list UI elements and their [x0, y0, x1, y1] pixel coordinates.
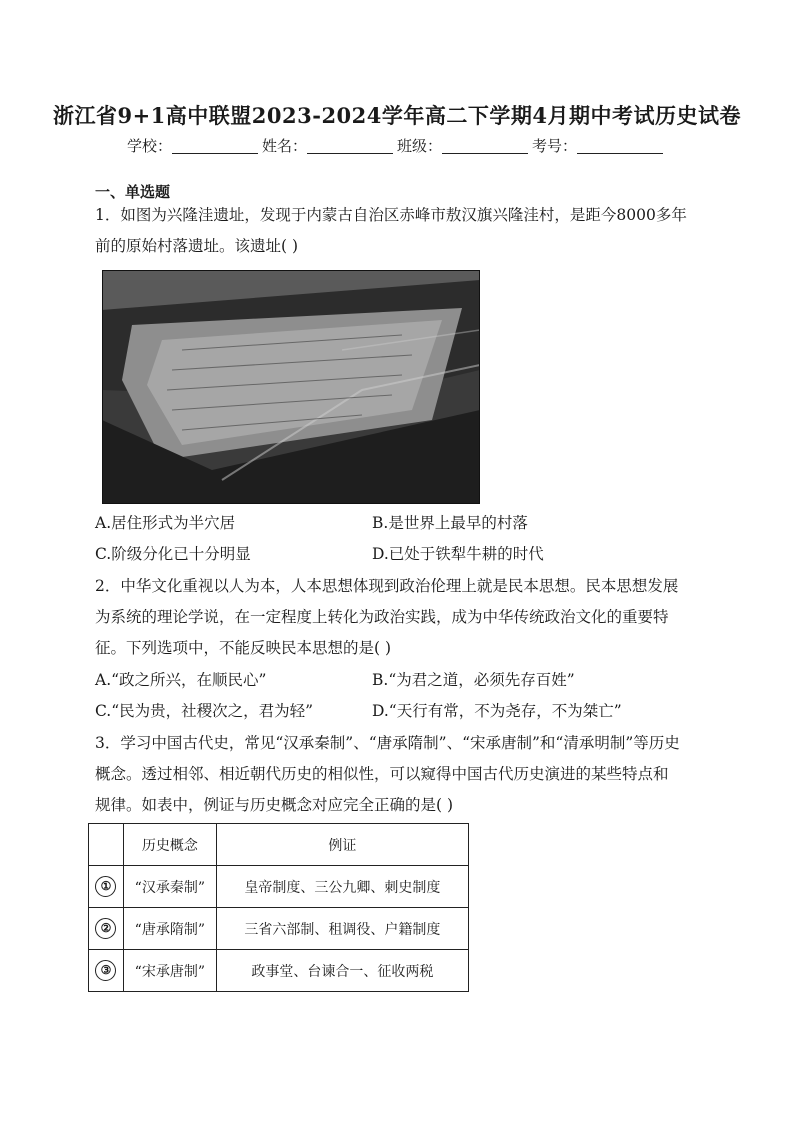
q1-option-d: D.已处于铁犁牛耕的时代	[372, 545, 544, 563]
question-2	[95, 571, 700, 664]
row-marker: ②	[95, 918, 116, 939]
question-line: 1．如图为兴隆洼遗址，发现于内蒙古自治区赤峰市敖汉旗兴隆洼村，是距今8000多年	[95, 206, 687, 224]
table-cell: “唐承隋制”	[123, 908, 216, 950]
question-line: 征。下列选项中，不能反映民本思想的是( )	[95, 639, 392, 657]
table-header-cell	[89, 824, 124, 866]
example-table	[88, 823, 469, 992]
question-line: 前的原始村落遗址。该遗址( )	[95, 237, 299, 255]
table-cell: 三省六部制、租调役、户籍制度	[216, 908, 468, 950]
school-blank	[172, 138, 258, 154]
exam-number-label: 考号：	[532, 137, 578, 155]
table-row	[89, 950, 469, 992]
row-marker: ③	[95, 960, 116, 981]
name-label: 姓名：	[261, 137, 307, 155]
table-cell: “宋承唐制”	[123, 950, 216, 992]
question-line: 概念。透过相邻、相近朝代历史的相似性，可以窥得中国古代历史演进的某些特点和	[95, 765, 669, 783]
question-number: 1．	[95, 206, 121, 224]
xinglongwa-site-photo	[102, 270, 480, 504]
table-header-cell: 例证	[216, 824, 468, 866]
q1-option-a: A.居住形式为半穴居	[95, 514, 236, 532]
table-cell: 皇帝制度、三公九卿、刺史制度	[216, 866, 468, 908]
question-number: 3．	[95, 734, 121, 752]
q1-option-c: C.阶级分化已十分明显	[95, 545, 251, 563]
q2-option-d: D.“天行有常，不为尧存，不为桀亡”	[372, 702, 622, 720]
question-number: 2．	[95, 577, 121, 595]
school-label: 学校：	[126, 137, 172, 155]
name-blank	[307, 138, 393, 154]
table-cell: 政事堂、台谏合一、征收两税	[216, 950, 468, 992]
section-heading: 一、单选题	[95, 183, 171, 201]
table-header-cell: 历史概念	[123, 824, 216, 866]
question-1	[95, 200, 700, 262]
q2-option-a: A.“政之所兴，在顺民心”	[95, 671, 267, 689]
class-label: 班级：	[397, 137, 443, 155]
question-line: 3．学习中国古代史，常见“汉承秦制”、“唐承隋制”、“宋承唐制”和“清承明制”等历史	[95, 734, 680, 752]
question-line: 规律。如表中，例证与历史概念对应完全正确的是( )	[95, 796, 454, 814]
table-header-row	[89, 824, 469, 866]
student-info-line	[0, 135, 794, 156]
question-3	[95, 728, 700, 821]
question-line: 为系统的理论学说，在一定程度上转化为政治实践，成为中华传统政治文化的重要特	[95, 608, 669, 626]
row-marker: ①	[95, 876, 116, 897]
table-cell: “汉承秦制”	[123, 866, 216, 908]
q2-option-b: B.“为君之道，必须先存百姓”	[372, 671, 575, 689]
table-row	[89, 908, 469, 950]
exam-title: 浙江省9+1高中联盟2023-2024学年高二下学期4月期中考试历史试卷	[52, 103, 742, 128]
question-line: 2．中华文化重视以人为本，人本思想体现到政治伦理上就是民本思想。民本思想发展	[95, 577, 679, 595]
q2-option-c: C.“民为贵，社稷次之，君为轻”	[95, 702, 314, 720]
exam-number-blank	[577, 138, 663, 154]
table-row	[89, 866, 469, 908]
class-blank	[442, 138, 528, 154]
q1-option-b: B.是世界上最早的村落	[372, 514, 528, 532]
